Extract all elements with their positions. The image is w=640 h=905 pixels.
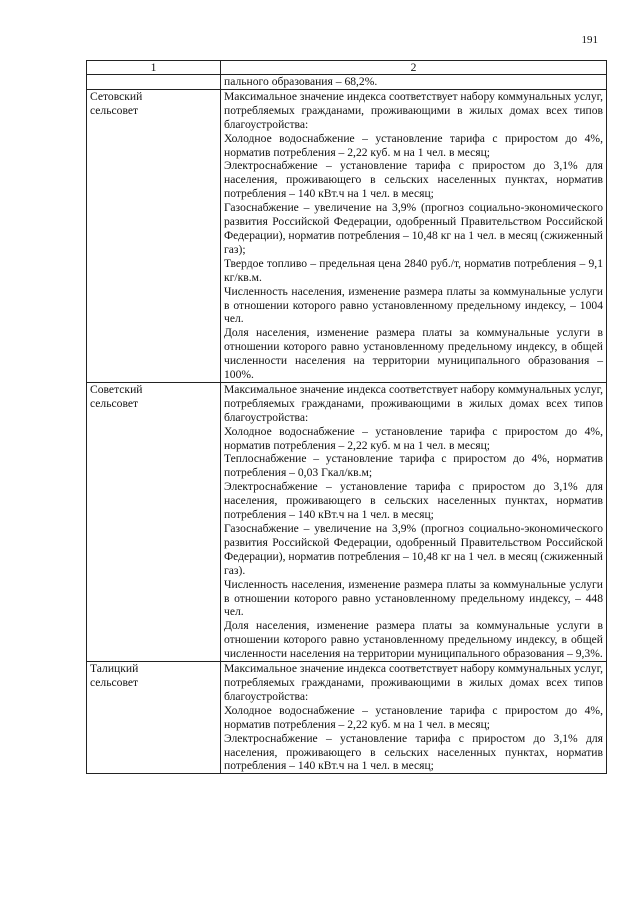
index-description-cell [221, 662, 607, 774]
index-description-cell [221, 382, 607, 661]
municipality-name-line: Сетовский [90, 89, 143, 103]
description-paragraph: Газоснабжение – увеличение на 3,9% (прогноз социально-экономического развития Российской Федерации, одобренный Правительством Российской Федерации), норматив потребления – 10,48 кг на 1 чел. в месяц (сжиженный газ); [224, 201, 603, 256]
index-description-cell [221, 89, 607, 382]
municipality-name-line: Советский [90, 382, 143, 396]
table-row [87, 89, 607, 382]
description-paragraph: пального образования – 68,2%. [224, 75, 378, 88]
municipality-name-cell [87, 382, 221, 661]
description-paragraph: Максимальное значение индекса соответствует набору коммунальных услуг, потребляемых гражданами, проживающими в жилых домах всех типов благоустройства: [224, 382, 603, 424]
description-paragraph: Электроснабжение – установление тарифа с приростом до 3,1% для населения, проживающего в сельских населенных пунктах, норматив потребления – 140 кВт.ч на 1 чел. в месяц; [224, 480, 603, 522]
description-paragraph: Холодное водоснабжение – установление тарифа с приростом до 4%, норматив потребления – 2,22 куб. м на 1 чел. в месяц; [224, 703, 603, 731]
table-row [87, 382, 607, 661]
description-paragraph: Численность населения, изменение размера платы за коммунальные услуги в отношении которого равно установленному предельному индексу, – 1004 чел. [224, 284, 603, 326]
description-paragraph: Максимальное значение индекса соответствует набору коммунальных услуг, потребляемых гражданами, проживающими в жилых домах всех типов благоустройства: [224, 89, 603, 131]
description-paragraph: Доля населения, изменение размера платы за коммунальные услуги в отношении которого равно установленному предельному индексу, в общей численности населения на территории муниципального образования – 100%. [224, 326, 603, 382]
table-row [87, 662, 607, 774]
municipal-index-table [86, 60, 607, 774]
municipality-name-cell [87, 89, 221, 382]
page-number: 191 [581, 34, 598, 46]
table-header-row [87, 61, 607, 75]
description-paragraph: Твердое топливо – предельная цена 2840 руб./т, норматив потребления – 9,1 кг/кв.м. [224, 256, 603, 284]
description-paragraph: Электроснабжение – установление тарифа с приростом до 3,1% для населения, проживающего в сельских населенных пунктах, норматив потребления – 140 кВт.ч на 1 чел. в месяц; [224, 159, 603, 201]
description-paragraph: Электроснабжение – установление тарифа с приростом до 3,1% для населения, проживающего в сельских населенных пунктах, норматив потребления – 140 кВт.ч на 1 чел. в месяц; [224, 731, 603, 773]
municipality-name-line: сельсовет [90, 675, 139, 689]
description-paragraph: Холодное водоснабжение – установление тарифа с приростом до 4%, норматив потребления – 2,22 куб. м на 1 чел. в месяц; [224, 131, 603, 159]
description-paragraph: Газоснабжение – увеличение на 3,9% (прогноз социально-экономического развития Российской Федерации, одобренный Правительством Российской Федерации), норматив потребления – 10,48 кг на 1 чел. в месяц (сжиженный газ). [224, 522, 603, 577]
table-body [87, 75, 607, 774]
municipality-name-cell [87, 75, 221, 90]
description-paragraph: Численность населения, изменение размера платы за коммунальные услуги в отношении которого равно установленному предельному индексу, – 448 чел. [224, 577, 603, 619]
description-paragraph: Доля населения, изменение размера платы за коммунальные услуги в отношении которого равно установленному предельному индексу, в общей численности населения на территории муниципального образования – 9,3%. [224, 619, 603, 661]
municipality-name-line: сельсовет [90, 396, 139, 410]
municipality-name-line: Талицкий [90, 662, 139, 676]
column-header-1: 1 [87, 61, 221, 75]
table-row [87, 75, 607, 90]
description-paragraph: Холодное водоснабжение – установление тарифа с приростом до 4%, норматив потребления – 2,22 куб. м на 1 чел. в месяц; [224, 424, 603, 452]
municipality-name-cell [87, 662, 221, 774]
description-paragraph: Максимальное значение индекса соответствует набору коммунальных услуг, потребляемых гражданами, проживающими в жилых домах всех типов благоустройства: [224, 662, 603, 703]
municipality-name-line: сельсовет [90, 103, 139, 117]
description-paragraph: Теплоснабжение – установление тарифа с приростом до 4%, норматив потребления – 0,03 Гкал/кв.м; [224, 452, 603, 480]
index-description-cell [221, 75, 607, 90]
column-header-2: 2 [221, 61, 607, 75]
